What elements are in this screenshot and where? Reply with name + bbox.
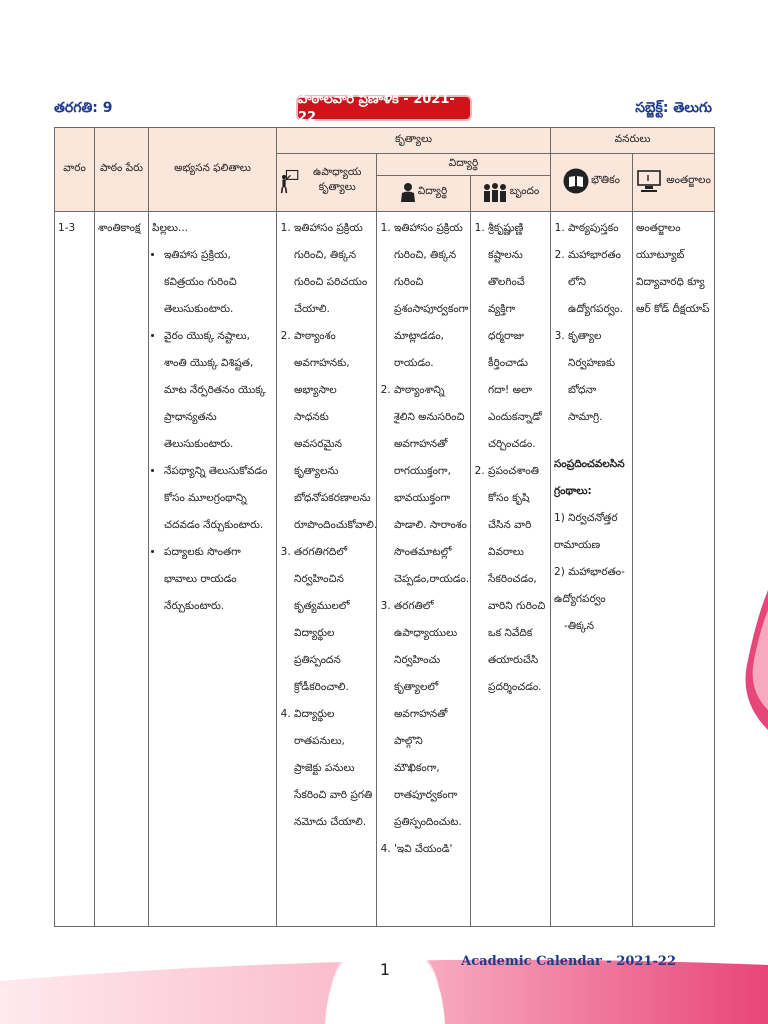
- student-activity-item: 4. 'ఇవి చేయండి': [394, 836, 467, 863]
- reference-item: 2) మహాభారతం- ఉద్యోగపర్వం: [554, 566, 625, 605]
- computer-icon: [636, 169, 664, 193]
- outcome-item: • ఇతిహాస ప్రక్రియ, కవిత్రయం గురించి తెలుసుకుంటారు.: [164, 242, 273, 323]
- header-student: [377, 176, 471, 212]
- header-week: వారం: [55, 128, 95, 212]
- page-number: 1: [379, 960, 391, 979]
- group-activity-item: 2. ప్రపంచశాంతి కోసం కృషి చేసిన వారి వివరాలు సేకరించడం, వారిని గురించి ఒక నివేదిక తయారుచేసి ప్రదర్శించడం.: [488, 458, 547, 701]
- student-activities-cell: [377, 212, 471, 927]
- header-outcomes: అభ్యసన ఫలితాలు: [149, 128, 277, 212]
- footer-decoration: [0, 935, 768, 1024]
- teacher-activity-item: 4. విద్యార్థుల రాతపనులు, ప్రాజెక్టు పనులు సేకరించి వారి ప్రగతి నమోదు చేయాలి.: [294, 701, 373, 836]
- header-lesson: పాఠం పేరు: [95, 128, 149, 212]
- teacher-activities-cell: [277, 212, 377, 927]
- outcomes-intro: పిల్లలు...: [152, 222, 189, 234]
- teacher-activity-item: 2. పాఠ్యాంశం అవగాహనకు, అభ్యాసాల సాధనకు అవసరమైన కృత్యాలను బోధనోపకరణాలను రూపొందించుకోవాలి.: [294, 323, 373, 539]
- lesson-plan-table: [54, 127, 715, 927]
- header-teacher-activities: [277, 154, 377, 212]
- outcome-item: • వైరం యొక్క నష్టాలు, శాంతి యొక్క విశిష్టత, మాట నేర్పరితనం యొక్క ప్రాధాన్యతను తెలుసుకుంటారు.: [164, 323, 273, 458]
- group-activities-cell: [471, 212, 551, 927]
- physical-resources-cell: [551, 212, 633, 927]
- teacher-activities-label: ఉపాధ్యాయ కృత్యాలు: [312, 166, 362, 193]
- header-student-group: విద్యార్థి: [377, 154, 551, 176]
- week-cell: [55, 212, 95, 927]
- outcome-item: • నేపథ్యాన్ని తెలుసుకోవడం కోసం మూలగ్రంథాన్ని చదవడం నేర్చుకుంటారు.: [164, 458, 273, 539]
- online-label: అంతర్జాలం: [666, 173, 711, 186]
- student-activity-item: 3. తరగతిలో ఉపాధ్యాయులు నిర్వహించు కృత్యాలలో అవగాహనతో పాల్గొని మౌఖికంగా, రాతపూర్వకంగా ప్రతిస్పందించుట.: [394, 593, 467, 836]
- header-activities: కృత్యాలు: [277, 128, 551, 154]
- book-icon: [563, 168, 589, 194]
- outcomes-cell: [149, 212, 277, 927]
- teacher-board-icon: [280, 165, 299, 197]
- references-heading: సంప్రదించవలసిన గ్రంథాలు:: [554, 458, 625, 497]
- student-activity-item: 1. ఇతిహాసం ప్రక్రియ గురించి, తిక్కన గురించి ప్రశంసాపూర్వకంగా మాట్లాడడం, రాయడం.: [394, 215, 467, 377]
- decorative-page-curl: [708, 590, 768, 730]
- lesson-cell: [95, 212, 149, 927]
- week-value: 1-3: [58, 222, 76, 234]
- lesson-name: శాంతికాంక్ష: [98, 222, 141, 234]
- reference-item: 1) నిర్వచనోత్తర రామాయణ: [554, 512, 618, 551]
- teacher-activity-item: 1. ఇతిహాసం ప్రక్రియ గురించి, తిక్కన గురించి పరిచయం చేయాలి.: [294, 215, 373, 323]
- student-activity-item: 2. పాఠ్యాంశాన్ని శైలిని అనుసరించి అవగాహనతో రాగయుక్తంగా, భావయుక్తంగా పాడాలి. సారాంశం సొంతమాటల్లో చెప్పడం,రాయడం.: [394, 377, 467, 593]
- teacher-activity-item: 3. తరగతిగదిలో నిర్వహించిన కృత్యములలో విద్యార్థుల ప్రతిస్పందన క్రోడీకరించాలి.: [294, 539, 373, 701]
- footer-calendar-label: Academic Calendar - 2021-22: [461, 954, 676, 969]
- student-label: విద్యార్థి: [417, 184, 448, 197]
- subject-label: సబ్జెక్ట్: తెలుగు: [635, 100, 712, 116]
- online-resources-cell: [633, 212, 715, 927]
- physical-label: భౌతికం: [591, 173, 620, 186]
- reference-item: -తిక్కన: [564, 620, 594, 632]
- physical-resource-item: 3. కృత్యాల నిర్వహణకు బోధనా సామాగ్రి.: [568, 323, 629, 431]
- header-resources: వనరులు: [551, 128, 715, 154]
- group-activity-item: 1. శ్రీకృష్ణుణ్ణి కష్టాలను తొలగించే వ్యక్తిగా ధర్మరాజు కీర్తించాడు గదా! అలా ఎందుకన్నాడో చర్చించడం.: [488, 215, 547, 458]
- group-label: బృందం: [509, 184, 540, 197]
- physical-resource-item: 1. పాఠ్యపుస్తకం: [568, 215, 629, 242]
- header-group: [471, 176, 551, 212]
- outcome-item: • పద్యాలకు సొంతగా భావాలు రాయడం నేర్చుకుంటారు.: [164, 539, 273, 620]
- header-online: [633, 154, 715, 212]
- student-icon: [400, 182, 416, 202]
- document-title: పాఠాలవారీ ప్రణాళిక - 2021-22: [296, 95, 472, 121]
- online-resources-text: అంతర్జాలం యూట్యూబ్ విద్యావారధి క్యూ ఆర్ కోడ్ దీక్షయాప్: [636, 222, 710, 315]
- group-icon: [482, 182, 508, 202]
- header-physical: [551, 154, 633, 212]
- physical-resource-item: 2. మహాభారతం లోని ఉద్యోగపర్వం.: [568, 242, 629, 323]
- class-label: తరగతి: 9: [54, 100, 113, 116]
